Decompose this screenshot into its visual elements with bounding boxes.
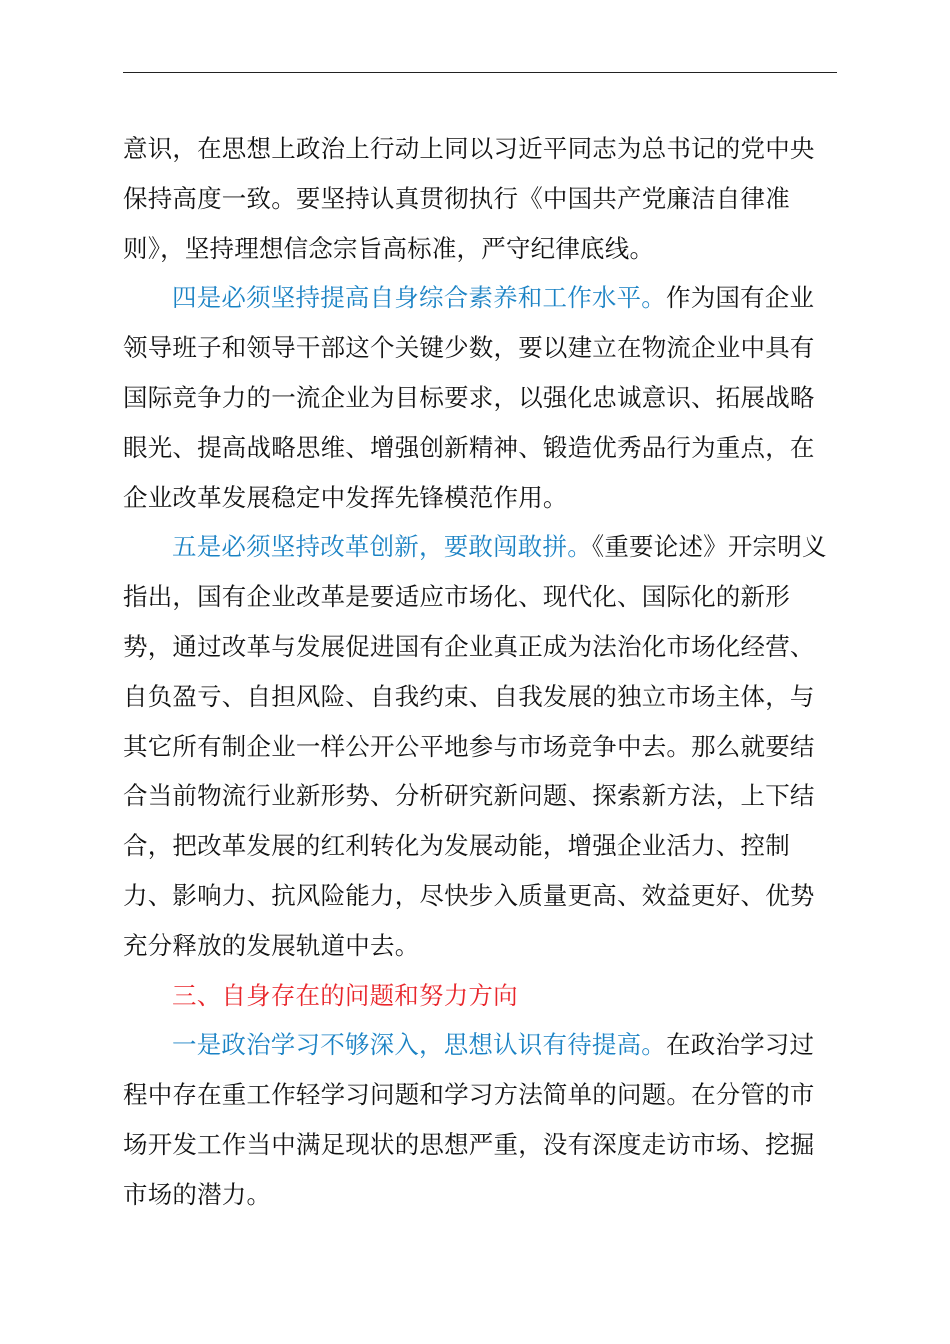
point-four-lead: 四是必须坚持提高自身综合素养和工作水平。 xyxy=(172,283,666,313)
section-heading xyxy=(123,971,837,1021)
point-five-body: 《重要论述》开宗明义指出，国有企业改革是要适应市场化、现代化、国际化的新形势，通过改革与发展促进国有企业真正成为法治化市场化经营、自负盈亏、自担风险、自我约束、自我发展的独立市场主体，与其它所有制企业一样公开公平地参与市场竞争中去。那么就要结合当前物流行业新形势、分析研究新问题、探索新方法，上下结合，把改革发展的红利转化为发展动能，增强企业活力、控制力、影响力、抗风险能力，尽快步入质量更高、效益更好、优势充分释放的发展轨道中去。 xyxy=(123,532,827,960)
point-five-lead: 五是必须坚持改革创新，要敢闯敢拼。 xyxy=(172,532,592,562)
point-four-body: 作为国有企业领导班子和领导干部这个关键少数，要以建立在物流企业中具有国际竞争力的一流企业为目标要求，以强化忠诚意识、拓展战略眼光、提高战略思维、增强创新精神、锻造优秀品行为重点，在企业改革发展稳定中发挥先锋模范作用。 xyxy=(123,283,815,512)
paragraph-point-four xyxy=(123,273,837,522)
paragraph-continuation xyxy=(123,124,837,273)
paragraph-point-five xyxy=(123,522,837,970)
problem-one-lead: 一是政治学习不够深入，思想认识有待提高。 xyxy=(172,1030,666,1060)
paragraph-text: 意识，在思想上政治上行动上同以习近平同志为总书记的党中央保持高度一致。要坚持认真贯彻执行《中国共产党廉洁自律准则》，坚持理想信念宗旨高标准，严守纪律底线。 xyxy=(123,134,815,263)
paragraph-problem-one xyxy=(123,1020,837,1219)
problem-one-body: 在政治学习过程中存在重工作轻学习问题和学习方法简单的问题。在分管的市场开发工作当中满足现状的思想严重，没有深度走访市场、挖掘市场的潜力。 xyxy=(123,1030,815,1209)
document-body xyxy=(123,124,837,1220)
header-rule xyxy=(123,72,837,73)
section-heading-text: 三、自身存在的问题和努力方向 xyxy=(172,980,518,1010)
